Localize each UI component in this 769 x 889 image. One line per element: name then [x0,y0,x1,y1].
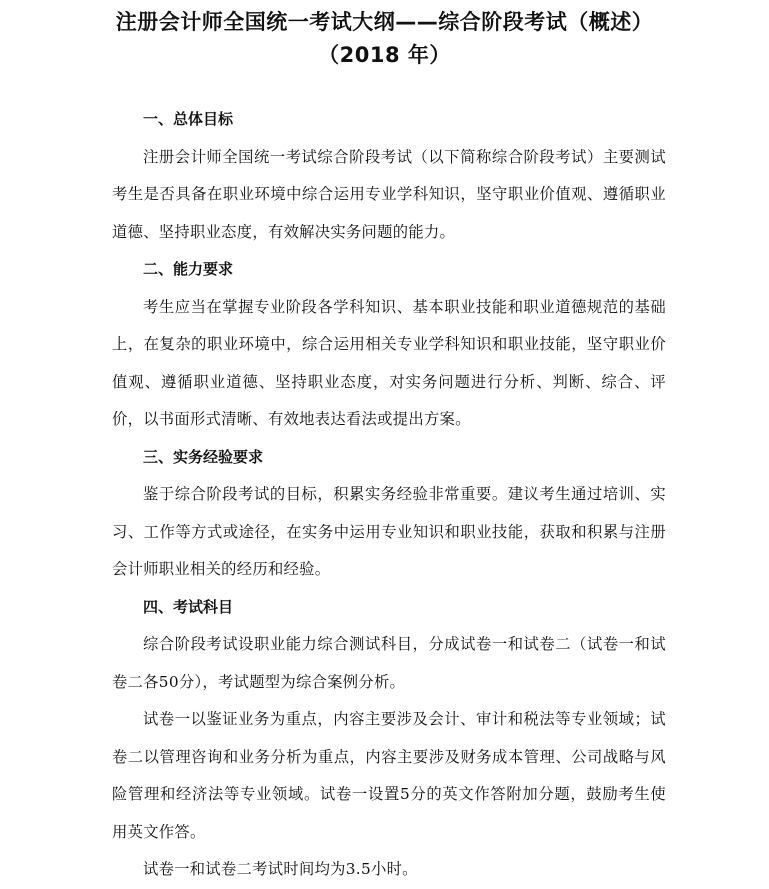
paragraph: 鉴于综合阶段考试的目标，积累实务经验非常重要。建议考生通过培训、实习、工作等方式或途径，在实务中运用专业知识和职业技能，获取和积累与注册会计师职业相关的经历和经验。 [112,485,666,578]
section-exam-subjects [112,589,666,889]
section-heading: 四、考试科目 [143,597,234,616]
section-heading: 三、实务经验要求 [143,447,264,466]
section-overall-goal [112,101,666,251]
section-ability-requirements [112,251,666,439]
document-body [112,101,666,889]
paragraph: 考生应当在掌握专业阶段各学科知识、基本职业技能和职业道德规范的基础上，在复杂的职业环境中，综合运用相关专业学科知识和职业技能，坚守职业价值观、遵循职业道德、坚持职业态度，对实务问题进行分析、判断、综合、评价，以书面形式清晰、有效地表达看法或提出方案。 [112,297,666,428]
section-heading: 一、总体目标 [143,110,234,128]
section-practical-experience [112,439,666,589]
paragraph: 试卷一以鉴证业务为重点，内容主要涉及会计、审计和税法等专业领域；试卷二以管理咨询和业务分析为重点，内容主要涉及财务成本管理、公司战略与风险管理和经济法等专业领域。试卷一设置5分的英文作答附加分题，鼓励考生使用英文作答。 [112,710,666,841]
section-heading: 二、能力要求 [143,260,234,278]
paragraph: 注册会计师全国统一考试综合阶段考试（以下简称综合阶段考试）主要测试考生是否具备在职业环境中综合运用专业学科知识，坚守职业价值观、遵循职业道德、坚持职业态度，有效解决实务问题的能力。 [112,147,666,241]
paragraph: 试卷一和试卷二考试时间均为3.5小时。 [143,860,418,878]
document-title: 注册会计师全国统一考试大纲——综合阶段考试（概述） [115,10,654,34]
paragraph: 综合阶段考试设职业能力综合测试科目，分成试卷一和试卷二（试卷一和试卷二各50分），考试题型为综合案例分析。 [112,635,666,691]
document-subtitle-year: （2018 年） [318,43,451,67]
